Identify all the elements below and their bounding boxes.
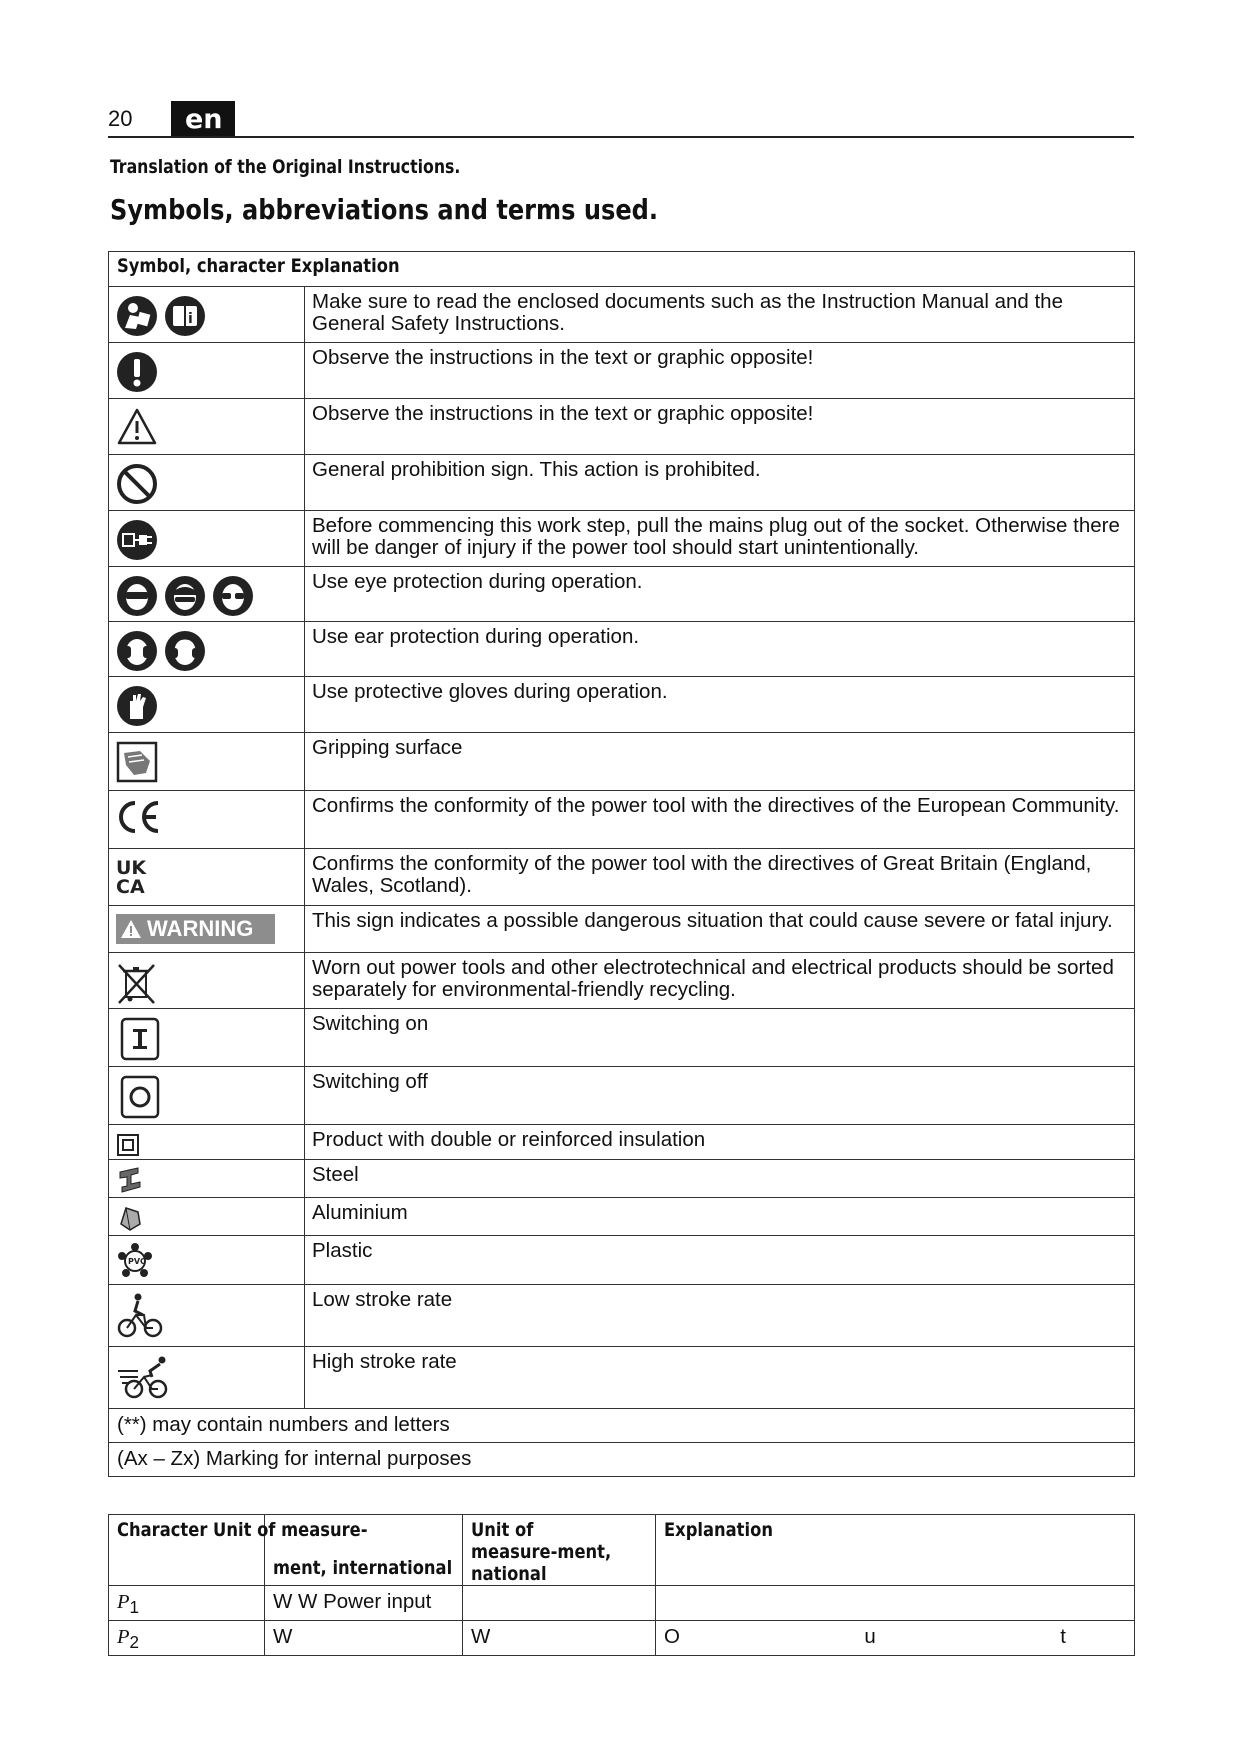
explanation-text: Confirms the conformity of the power tool with the directives of the European Community.: [305, 791, 1135, 849]
svg-text:i: i: [188, 311, 193, 327]
table-row: [109, 1586, 1135, 1621]
svg-text:PVC: PVC: [128, 1257, 146, 1266]
table-row: [109, 677, 1135, 733]
table-row: [109, 733, 1135, 791]
table-row: [109, 511, 1135, 567]
table-row: [109, 953, 1135, 1009]
table-row: [109, 1009, 1135, 1067]
table-row: [109, 1160, 1135, 1198]
table-row: [109, 1067, 1135, 1125]
prohibition-icon: [116, 463, 158, 505]
character-cell: $P_2$: [109, 1621, 265, 1656]
table-row: [109, 1198, 1135, 1236]
explanation-cell: [656, 1586, 1135, 1621]
explanation-text: General prohibition sign. This action is prohibited.: [305, 455, 1135, 511]
header-explanation: Explanation: [656, 1515, 1135, 1586]
table-note-row: [109, 1443, 1135, 1477]
international-unit-cell: W W Power input: [265, 1586, 463, 1621]
header-national: Unit of measure-ment, national: [463, 1515, 656, 1586]
table-row: [109, 1347, 1135, 1409]
units-table: [108, 1514, 1135, 1656]
explanation-text: Use protective gloves during operation.: [305, 677, 1135, 733]
document-subtitle: Translation of the Original Instructions.: [110, 156, 461, 178]
explanation-text: Switching off: [305, 1067, 1135, 1125]
weee-bin-icon: [116, 961, 158, 1005]
safety-goggles-icon: [164, 575, 206, 617]
ce-mark-icon: [116, 799, 162, 835]
table-row: [109, 287, 1135, 343]
warning-triangle-icon: [116, 407, 158, 447]
explanation-cell: O u t: [656, 1621, 1135, 1656]
explanation-text: This sign indicates a possible dangerous situation that could cause severe or fatal injury.: [305, 906, 1135, 953]
table-row: [109, 567, 1135, 622]
explanation-text: Observe the instructions in the text or graphic opposite!: [305, 399, 1135, 455]
symbols-table: [108, 251, 1135, 1477]
explanation-text: Use eye protection during operation.: [305, 567, 1135, 622]
explanation-text: Plastic: [305, 1236, 1135, 1285]
explanation-text: Switching on: [305, 1009, 1135, 1067]
gripping-surface-icon: [116, 741, 158, 783]
double-insulation-icon: [116, 1133, 140, 1157]
table-row: [109, 849, 1135, 906]
ear-protection-icon: [164, 630, 206, 672]
explanation-text: Worn out power tools and other electrotechnical and electrical products should be sorted separately for environmental-friendly recycling.: [305, 953, 1135, 1009]
table-row: [109, 622, 1135, 677]
explanation-text: Confirms the conformity of the power tool with the directives of Great Britain (England, Wales, Scotland).: [305, 849, 1135, 906]
header-international: ment, international: [265, 1515, 463, 1586]
warning-triangle-small-icon: [120, 919, 142, 939]
table-row: [109, 1285, 1135, 1347]
explanation-text: High stroke rate: [305, 1347, 1135, 1409]
table-row: [109, 906, 1135, 953]
explanation-text: Steel: [305, 1160, 1135, 1198]
table-header-row: [109, 1515, 1135, 1586]
header-rule: [108, 136, 1134, 138]
explanation-text: Product with double or reinforced insulation: [305, 1125, 1135, 1160]
svg-text:CA: CA: [116, 876, 145, 895]
header-character: Character Unit of measure-: [109, 1515, 265, 1586]
warning-label-text: WARNING: [147, 916, 254, 941]
table-row: [109, 1236, 1135, 1285]
gloves-icon: [116, 685, 158, 727]
national-unit-cell: W: [463, 1621, 656, 1656]
aluminium-icon: [116, 1204, 144, 1232]
explanation-text: Use ear protection during operation.: [305, 622, 1135, 677]
note-text: (Ax – Zx) Marking for internal purposes: [109, 1443, 1135, 1477]
switch-off-icon: [120, 1075, 160, 1119]
explanation-text: Low stroke rate: [305, 1285, 1135, 1347]
mandatory-action-icon: [116, 351, 158, 393]
steel-icon: [116, 1166, 144, 1194]
table-row: [109, 791, 1135, 849]
face-shield-icon: [116, 575, 158, 617]
section-title: Symbols, abbreviations and terms used.: [110, 193, 659, 226]
read-manual-icon: [116, 295, 158, 337]
table-row: [109, 343, 1135, 399]
table-row: [109, 399, 1135, 455]
table-row: [109, 1125, 1135, 1160]
explanation-text: Observe the instructions in the text or graphic opposite!: [305, 343, 1135, 399]
info-manual-icon: [164, 295, 206, 337]
explanation-text: Before commencing this work step, pull the mains plug out of the socket. Otherwise there will be danger of injury if the power tool should start unintentionally.: [305, 511, 1135, 567]
table-row: [109, 455, 1135, 511]
ear-muffs-icon: [116, 630, 158, 672]
language-badge: en: [171, 101, 235, 136]
unplug-icon: [116, 519, 158, 561]
svg-text:UK: UK: [116, 857, 147, 879]
explanation-text: Gripping surface: [305, 733, 1135, 791]
note-text: (**) may contain numbers and letters: [109, 1409, 1135, 1443]
page-number: 20: [108, 106, 133, 131]
national-unit-cell: [463, 1586, 656, 1621]
character-cell: $P_1$: [109, 1586, 265, 1621]
high-stroke-rate-icon: [116, 1353, 172, 1401]
low-stroke-rate-icon: [116, 1291, 164, 1339]
ukca-mark-icon: [116, 857, 150, 895]
table-note-row: [109, 1409, 1135, 1443]
international-unit-cell: W: [265, 1621, 463, 1656]
explanation-text: Aluminium: [305, 1198, 1135, 1236]
switch-on-icon: [120, 1017, 160, 1061]
warning-label-icon: [116, 914, 275, 944]
safety-glasses-icon: [212, 575, 254, 617]
explanation-text: Make sure to read the enclosed documents such as the Instruction Manual and the General Safety Instructions.: [305, 287, 1135, 343]
table-header-row: [109, 252, 1135, 287]
plastic-pvc-icon: [116, 1242, 154, 1280]
table-row: [109, 1621, 1135, 1656]
table-header: Symbol, character Explanation: [109, 252, 1135, 287]
